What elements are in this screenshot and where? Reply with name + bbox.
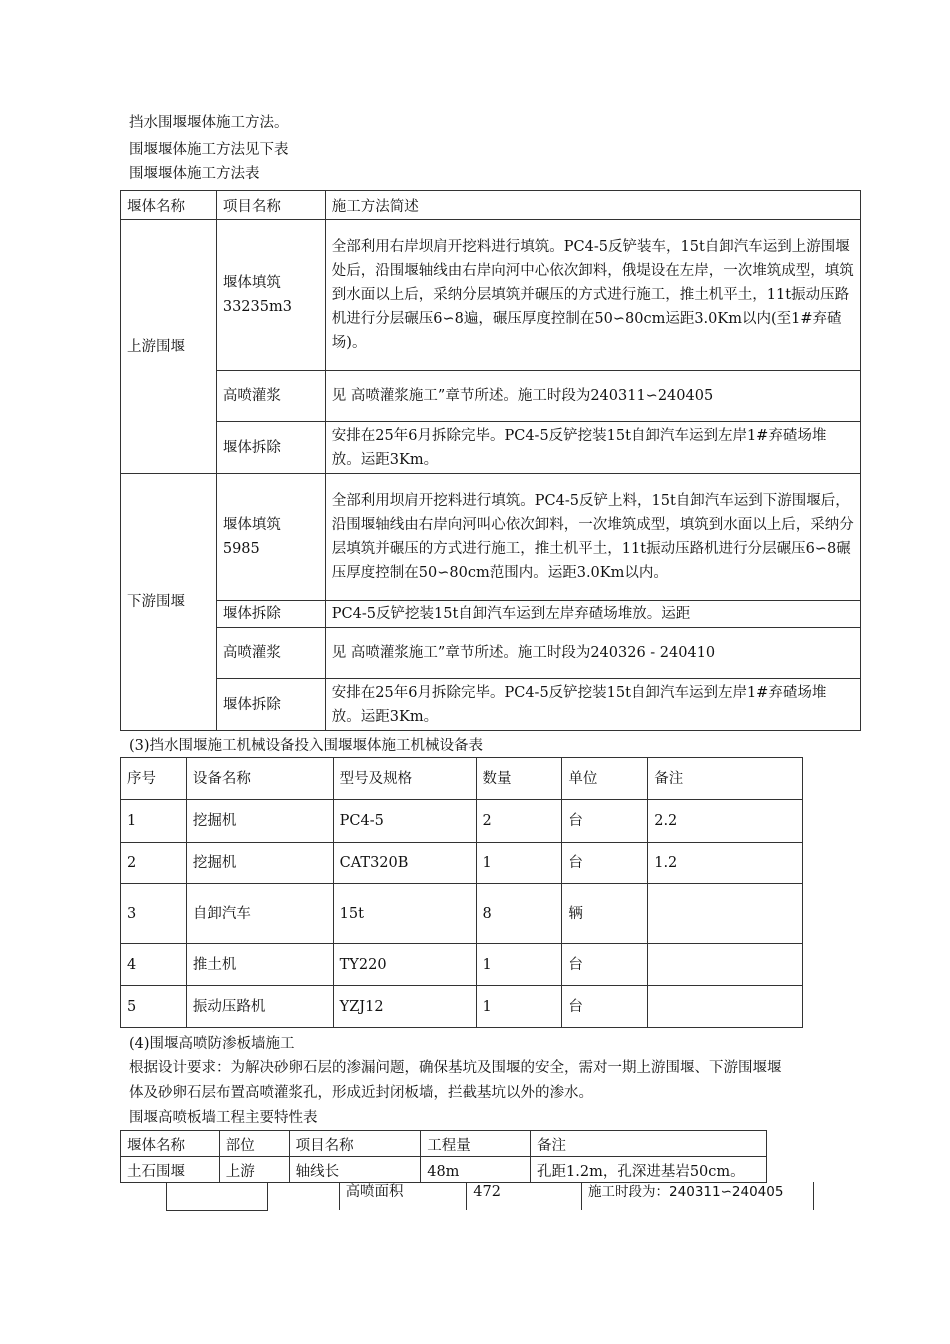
cell-quantity: 1 (476, 944, 562, 986)
feature-table-continuation (166, 1182, 814, 1211)
cell-remark (648, 944, 803, 986)
table-row (121, 601, 861, 628)
cell-no: 5 (121, 986, 187, 1028)
equipment-caption: (3)挡水围堰施工机械设备投入围堰堰体施工机械设备表 (129, 738, 484, 754)
feature-table (120, 1130, 767, 1183)
table-header-row (121, 1131, 767, 1157)
header-weir-name: 堰体名称 (121, 1131, 220, 1157)
cell-unit: 台 (562, 800, 648, 843)
table-row (121, 986, 803, 1028)
header-remark: 备注 (648, 758, 803, 800)
item-cell: 堰体拆除 (216, 422, 325, 474)
cell-model: TY220 (333, 944, 476, 986)
cell-unit: 台 (562, 843, 648, 884)
desc-cell: 见 高喷灌浆施工”章节所述。施工时段为240311∽240405 (325, 371, 860, 422)
item-cell: 堰体拆除 (216, 679, 325, 731)
header-no: 序号 (121, 758, 187, 800)
desc-cell: 全部利用右岸坝肩开挖料进行填筑。PC4-5反铲装车，15t自卸汽车运到上游围堰处后，沿围堰轴线由右岸向河中心依次卸料，俄堤设在左岸，一次堆筑成型，填筑到水面以上后，采纳分层填筑并碾压的方式进行施工，推土机平土，11t振动压路机进行分层碾压6∽8遍，碾压厚度控制在50∽80cm运距3.0Km以内(至1#弃碴场)。 (325, 220, 860, 371)
cell-model: PC4-5 (333, 800, 476, 843)
table-row (121, 628, 861, 679)
cell-equipment: 挖掘机 (186, 800, 333, 843)
cell-unit: 台 (562, 944, 648, 986)
table-row (121, 843, 803, 884)
cell-remark: 1.2 (648, 843, 803, 884)
feature-table-caption: 围堰高喷板墙工程主要特性表 (129, 1110, 318, 1126)
cell-model: YZJ12 (333, 986, 476, 1028)
cell-empty (267, 1182, 339, 1210)
header-quantity: 工程量 (421, 1131, 531, 1157)
cell-position: 上游 (219, 1157, 289, 1183)
header-model: 型号及规格 (333, 758, 476, 800)
cell-item-name: 轴线长 (289, 1157, 421, 1183)
item-cell: 高喷灌浆 (216, 628, 325, 679)
item-cell: 堰体拆除 (216, 601, 325, 628)
upstream-weir-name: 上游围堰 (121, 220, 217, 474)
table-row (167, 1182, 814, 1210)
cell-equipment: 自卸汽车 (186, 884, 333, 944)
cell-quantity: 1 (476, 843, 562, 884)
cell-remark: 2.2 (648, 800, 803, 843)
cell-remark: 施工时段为：240311∽240405 (582, 1182, 814, 1210)
header-equipment-name: 设备名称 (186, 758, 333, 800)
intro-line-2: 围堰堰体施工方法见下表 (129, 142, 289, 158)
cell-quantity: 8 (476, 884, 562, 944)
header-quantity: 数量 (476, 758, 562, 800)
item-cell: 高喷灌浆 (216, 371, 325, 422)
cell-remark: 孔距1.2m，孔深进基岩50cm。 (531, 1157, 767, 1183)
table-header-row (121, 191, 861, 220)
method-table (120, 190, 861, 731)
intro-line-1: 挡水围堰堰体施工方法。 (129, 115, 289, 131)
header-weir-name: 堰体名称 (121, 191, 217, 220)
table-row (121, 944, 803, 986)
cell-remark (648, 884, 803, 944)
section4-title: (4)围堰高喷防渗板墙施工 (129, 1036, 295, 1052)
table-row (121, 474, 861, 601)
cell-no: 3 (121, 884, 187, 944)
section4-para-line1: 根据设计要求：为解决砂卵石层的渗漏问题，确保基坑及围堰的安全，需对一期上游围堰、下游围堰堰 (129, 1060, 782, 1076)
table-row (121, 679, 861, 731)
table-row (121, 884, 803, 944)
section4-para-line2: 体及砂卵石层布置高喷灌浆孔，形成近封闭板墙，拦截基坑以外的渗水。 (129, 1085, 593, 1101)
desc-cell: 安排在25年6月拆除完毕。PC4-5反铲挖装15t自卸汽车运到左岸1#弃碴场堆放。运距3Km。 (325, 679, 860, 731)
cell-item-name: 高喷面积 (339, 1182, 467, 1210)
desc-cell: 安排在25年6月拆除完毕。PC4-5反铲挖装15t自卸汽车运到左岸1#弃碴场堆放。运距3Km。 (325, 422, 860, 474)
cell-quantity: 2 (476, 800, 562, 843)
cell-empty (167, 1182, 268, 1210)
header-unit: 单位 (562, 758, 648, 800)
table-row (121, 220, 861, 371)
cell-no: 2 (121, 843, 187, 884)
cell-unit: 台 (562, 986, 648, 1028)
header-method: 施工方法简述 (325, 191, 860, 220)
cell-quantity: 48m (421, 1157, 531, 1183)
item-cell: 堰体填筑 33235m3 (216, 220, 325, 371)
table-caption-methods: 围堰堰体施工方法表 (129, 166, 260, 182)
table-row (121, 371, 861, 422)
cell-model: 15t (333, 884, 476, 944)
table-row (121, 800, 803, 843)
table-header-row (121, 758, 803, 800)
header-remark: 备注 (531, 1131, 767, 1157)
cell-no: 1 (121, 800, 187, 843)
cell-remark (648, 986, 803, 1028)
item-cell: 堰体填筑 5985 (216, 474, 325, 601)
cell-weir-name: 土石围堰 (121, 1157, 220, 1183)
cell-no: 4 (121, 944, 187, 986)
header-item-name: 项目名称 (216, 191, 325, 220)
cell-model: CAT320B (333, 843, 476, 884)
desc-cell: 全部利用坝肩开挖料进行填筑。PC4-5反铲上料，15t自卸汽车运到下游围堰后，沿围堰轴线由右岸向河叫心依次卸料，一次堆筑成型，填筑到水面以上后，采纳分层填筑并碾压的方式进行施工，推土机平土，11t振动压路机进行分层碾压6∽8碾压厚度控制在50∽80cm范围内。运距3.0Km以内。 (325, 474, 860, 601)
desc-cell: 见 高喷灌浆施工”章节所述。施工时段为240326 - 240410 (325, 628, 860, 679)
cell-equipment: 推土机 (186, 944, 333, 986)
cell-unit: 辆 (562, 884, 648, 944)
table-row (121, 422, 861, 474)
header-item-name: 项目名称 (289, 1131, 421, 1157)
header-position: 部位 (219, 1131, 289, 1157)
desc-cell: PC4-5反铲挖装15t自卸汽车运到左岸弃碴场堆放。运距 (325, 601, 860, 628)
cell-equipment: 振动压路机 (186, 986, 333, 1028)
cell-quantity: 1 (476, 986, 562, 1028)
cell-quantity: 472 (467, 1182, 582, 1210)
cell-equipment: 挖掘机 (186, 843, 333, 884)
downstream-weir-name: 下游围堰 (121, 474, 217, 731)
table-row (121, 1157, 767, 1183)
equipment-table (120, 757, 803, 1028)
